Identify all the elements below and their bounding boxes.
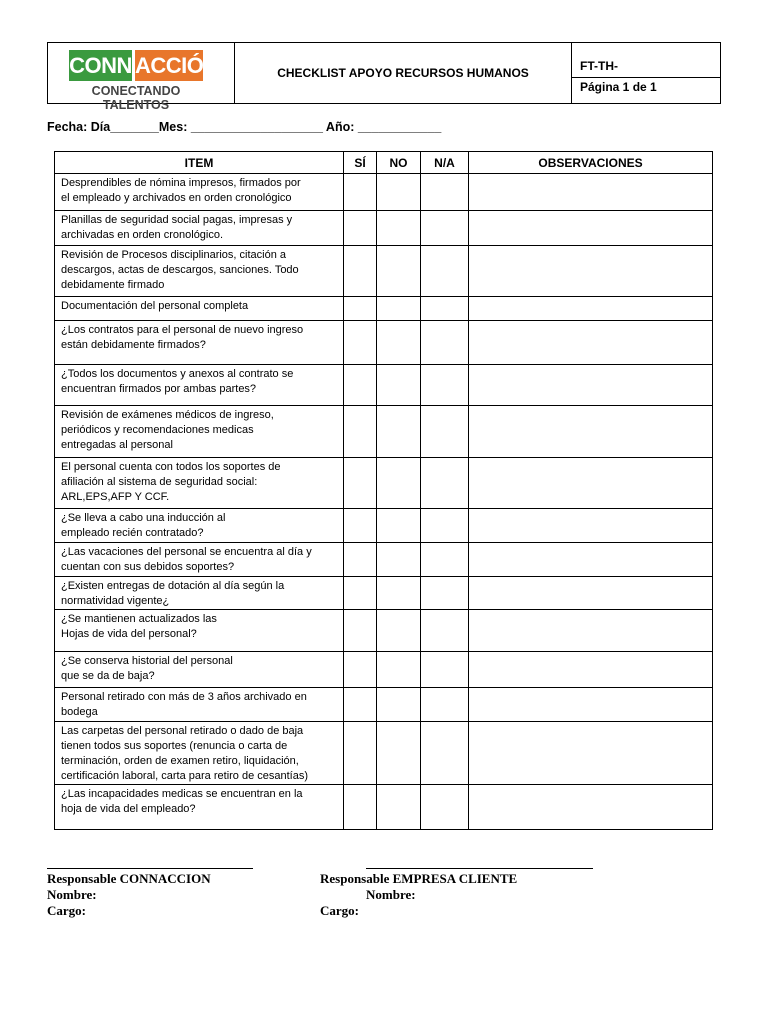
column-header-observaciones: OBSERVACIONES: [469, 152, 713, 174]
table-row: [55, 458, 713, 509]
item-cell: ¿Los contratos para el personal de nuevo ingreso están debidamente firmados?: [55, 321, 344, 365]
observaciones-cell[interactable]: [469, 543, 713, 577]
no-cell[interactable]: [377, 406, 421, 458]
si-cell[interactable]: [344, 610, 377, 652]
document-code: FT-TH-: [572, 43, 720, 78]
na-cell[interactable]: [421, 652, 469, 688]
si-cell[interactable]: [344, 785, 377, 830]
observaciones-cell[interactable]: [469, 652, 713, 688]
na-cell[interactable]: [421, 406, 469, 458]
na-cell[interactable]: [421, 509, 469, 543]
item-cell: ¿Las vacaciones del personal se encuentra al día y cuentan con sus debidos soportes?: [55, 543, 344, 577]
si-cell[interactable]: [344, 211, 377, 246]
signature-block-left: [47, 871, 211, 919]
signature-line-left[interactable]: [47, 868, 253, 869]
item-cell: Planillas de seguridad social pagas, impresas y archivadas en orden cronológico.: [55, 211, 344, 246]
item-cell: Desprendibles de nómina impresos, firmados por el empleado y archivados en orden cronológico: [55, 174, 344, 211]
na-cell[interactable]: [421, 610, 469, 652]
table-row: [55, 297, 713, 321]
observaciones-cell[interactable]: [469, 458, 713, 509]
observaciones-cell[interactable]: [469, 785, 713, 830]
column-header-item: ITEM: [55, 152, 344, 174]
signature-role-label-left: Cargo:: [47, 903, 86, 918]
item-cell: Revisión de exámenes médicos de ingreso, periódicos y recomendaciones medicas entregadas al personal: [55, 406, 344, 458]
table-row: [55, 610, 713, 652]
item-cell: ¿Se mantienen actualizados las Hojas de vida del personal?: [55, 610, 344, 652]
signature-role-label-right: Cargo:: [320, 903, 359, 918]
si-cell[interactable]: [344, 509, 377, 543]
document-header: [47, 42, 721, 112]
observaciones-cell[interactable]: [469, 406, 713, 458]
signature-block-right: [320, 871, 517, 919]
na-cell[interactable]: [421, 785, 469, 830]
no-cell[interactable]: [377, 246, 421, 297]
item-cell: Personal retirado con más de 3 años archivado en bodega: [55, 688, 344, 722]
no-cell[interactable]: [377, 509, 421, 543]
signature-name-label-left: Nombre:: [47, 887, 97, 902]
table-row: [55, 688, 713, 722]
column-header-no: NO: [377, 152, 421, 174]
table-row: [55, 509, 713, 543]
table-row: [55, 211, 713, 246]
column-header-na: N/A: [421, 152, 469, 174]
signature-line-right[interactable]: [366, 868, 593, 869]
no-cell[interactable]: [377, 610, 421, 652]
item-cell: Documentación del personal completa: [55, 297, 344, 321]
na-cell[interactable]: [421, 321, 469, 365]
no-cell[interactable]: [377, 297, 421, 321]
item-cell: El personal cuenta con todos los soportes de afiliación al sistema de seguridad social: ARL,EPS,AFP Y CCF.: [55, 458, 344, 509]
observaciones-cell[interactable]: [469, 246, 713, 297]
signature-name-label-right: Nombre:: [366, 887, 416, 902]
no-cell[interactable]: [377, 321, 421, 365]
na-cell[interactable]: [421, 174, 469, 211]
si-cell[interactable]: [344, 577, 377, 610]
table-row: [55, 652, 713, 688]
observaciones-cell[interactable]: [469, 297, 713, 321]
si-cell[interactable]: [344, 297, 377, 321]
table-header-row: [55, 152, 713, 174]
document-title: CHECKLIST APOYO RECURSOS HUMANOS: [235, 43, 572, 103]
item-cell: ¿Todos los documentos y anexos al contrato se encuentran firmados por ambas partes?: [55, 365, 344, 406]
observaciones-cell[interactable]: [469, 688, 713, 722]
no-cell[interactable]: [377, 652, 421, 688]
company-logo: [69, 50, 219, 112]
na-cell[interactable]: [421, 688, 469, 722]
na-cell[interactable]: [421, 297, 469, 321]
si-cell[interactable]: [344, 321, 377, 365]
si-cell[interactable]: [344, 406, 377, 458]
table-row: [55, 365, 713, 406]
observaciones-cell[interactable]: [469, 174, 713, 211]
item-cell: ¿Se conserva historial del personal que se da de baja?: [55, 652, 344, 688]
si-cell[interactable]: [344, 722, 377, 785]
si-cell[interactable]: [344, 458, 377, 509]
no-cell[interactable]: [377, 365, 421, 406]
logo-tagline: CONECTANDO TALENTOS: [91, 84, 181, 112]
logo-word-accion: ACCIÓN: [135, 50, 203, 81]
no-cell[interactable]: [377, 785, 421, 830]
observaciones-cell[interactable]: [469, 722, 713, 785]
page-number: Página 1 de 1: [580, 80, 657, 94]
si-cell[interactable]: [344, 688, 377, 722]
na-cell[interactable]: [421, 722, 469, 785]
si-cell[interactable]: [344, 543, 377, 577]
table-row: [55, 406, 713, 458]
table-row: [55, 577, 713, 610]
no-cell[interactable]: [377, 458, 421, 509]
signature-title-left: Responsable CONNACCION: [47, 871, 211, 886]
no-cell[interactable]: [377, 722, 421, 785]
document-code-cell: [572, 43, 720, 103]
item-cell: ¿Existen entregas de dotación al día según la normatividad vigente¿: [55, 577, 344, 610]
observaciones-cell[interactable]: [469, 365, 713, 406]
observaciones-cell[interactable]: [469, 211, 713, 246]
observaciones-cell[interactable]: [469, 509, 713, 543]
logo-word-conn: CONN: [69, 50, 132, 81]
table-row: [55, 174, 713, 211]
na-cell[interactable]: [421, 577, 469, 610]
table-row: [55, 321, 713, 365]
si-cell[interactable]: [344, 174, 377, 211]
observaciones-cell[interactable]: [469, 610, 713, 652]
signature-title-right: Responsable EMPRESA CLIENTE: [320, 871, 518, 886]
na-cell[interactable]: [421, 458, 469, 509]
no-cell[interactable]: [377, 577, 421, 610]
table-row: [55, 543, 713, 577]
na-cell[interactable]: [421, 246, 469, 297]
checklist-table: [54, 151, 713, 830]
observaciones-cell[interactable]: [469, 321, 713, 365]
item-cell: ¿Se lleva a cabo una inducción al empleado recién contratado?: [55, 509, 344, 543]
no-cell[interactable]: [377, 211, 421, 246]
na-cell[interactable]: [421, 543, 469, 577]
na-cell[interactable]: [421, 365, 469, 406]
si-cell[interactable]: [344, 652, 377, 688]
logo-cell: [48, 43, 235, 112]
no-cell[interactable]: [377, 543, 421, 577]
observaciones-cell[interactable]: [469, 577, 713, 610]
no-cell[interactable]: [377, 688, 421, 722]
item-cell: Las carpetas del personal retirado o dado de baja tienen todos sus soportes (renuncia o carta de terminación, orden de examen retiro, liquidación, certificación laboral, carta para retiro de cesantías): [55, 722, 344, 785]
date-field[interactable]: Fecha: Día_______Mes: ___________________ Año: ____________: [47, 120, 442, 134]
no-cell[interactable]: [377, 174, 421, 211]
si-cell[interactable]: [344, 246, 377, 297]
item-cell: ¿Las incapacidades medicas se encuentran en la hoja de vida del empleado?: [55, 785, 344, 830]
na-cell[interactable]: [421, 211, 469, 246]
si-cell[interactable]: [344, 365, 377, 406]
table-row: [55, 785, 713, 830]
table-row: [55, 722, 713, 785]
table-row: [55, 246, 713, 297]
column-header-si: SÍ: [344, 152, 377, 174]
item-cell: Revisión de Procesos disciplinarios, citación a descargos, actas de descargos, sanciones. Todo debidamente firmado: [55, 246, 344, 297]
